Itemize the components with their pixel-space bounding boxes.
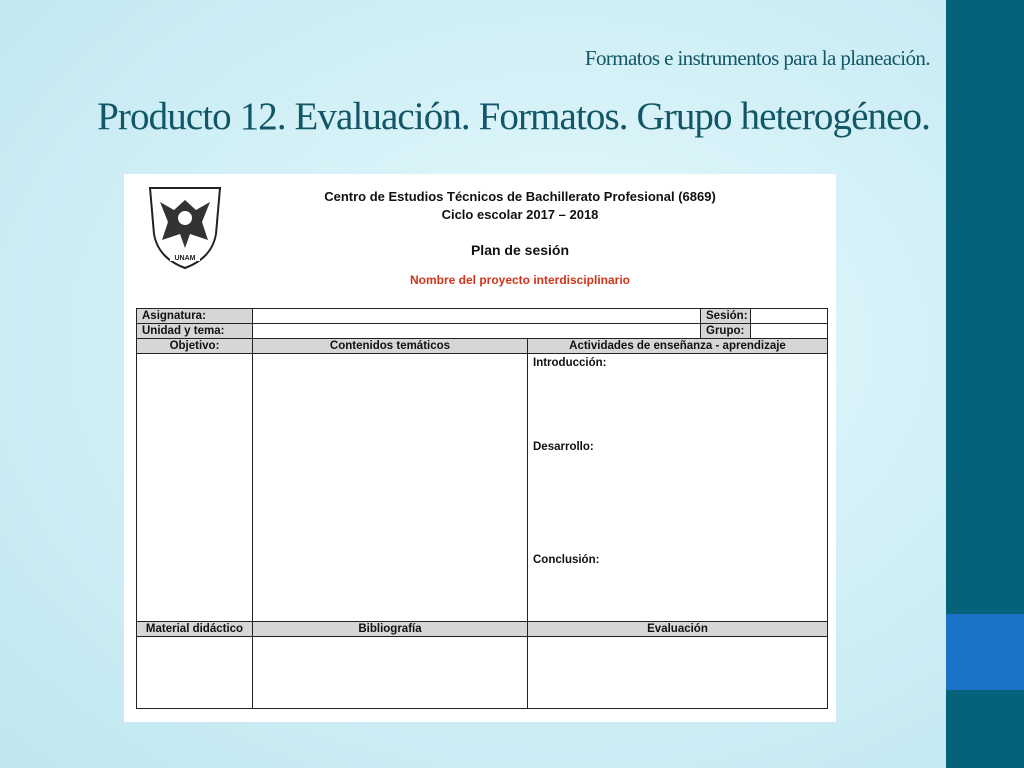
evaluacion-header: Evaluación [528,622,828,637]
plan-title: Plan de sesión [470,242,570,258]
sesion-label: Sesión: [701,309,751,324]
contenidos-cell [253,354,528,622]
objetivo-header: Objetivo: [137,339,253,354]
school-name: Centro de Estudios Técnicos de Bachillerato Profesional (6869) [324,189,716,204]
unidad-label: Unidad y tema: [137,324,253,339]
grupo-label: Grupo: [701,324,751,339]
introduccion-label: Introducción: [533,357,607,369]
objetivo-cell [137,354,253,622]
actividades-header: Actividades de enseñanza - aprendizaje [528,339,828,354]
logo-text: UNAM [174,255,196,262]
school-cycle: Ciclo escolar 2017 – 2018 [441,207,599,222]
bibliografia-cell [253,637,528,709]
unidad-field [253,324,701,339]
conclusion-label: Conclusión: [533,554,600,566]
side-accent-block [946,614,1024,690]
slide-subtitle: Formatos e instrumentos para la planeación. [584,46,930,70]
grupo-field [751,324,828,339]
asignatura-label: Asignatura: [137,309,253,324]
material-cell [137,637,253,709]
session-plan-form [124,174,836,722]
session-table [136,308,828,709]
actividades-cell [528,354,828,622]
bibliografia-header: Bibliografía [253,622,528,637]
material-header: Material didáctico [137,622,253,637]
sesion-field [751,309,828,324]
contenidos-header: Contenidos temáticos [253,339,528,354]
asignatura-field [253,309,701,324]
desarrollo-label: Desarrollo: [533,441,594,453]
slide-title: Producto 12. Evaluación. Formatos. Grupo heterogéneo. [97,95,930,138]
project-name: Nombre del proyecto interdisciplinario [409,273,631,287]
evaluacion-cell [528,637,828,709]
